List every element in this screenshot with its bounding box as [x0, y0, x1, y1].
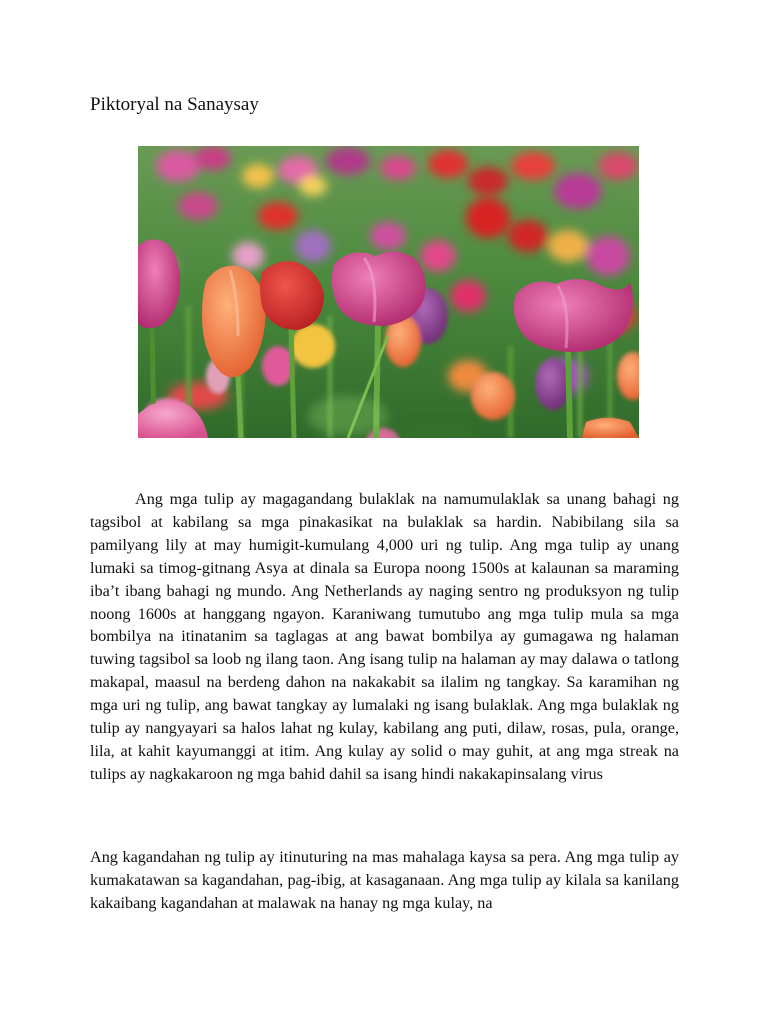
tulip-field-image — [138, 146, 639, 438]
body-paragraph-2: Ang kagandahan ng tulip ay itinuturing na mas mahalaga kaysa sa pera. Ang mga tulip ay kumakatawan sa kagandahan, pag-ibig, at kasaganaan. Ang mga tulip ay kilala sa kanilang kakaibang kagandahan at malawak na hanay ng mga kulay, na — [90, 848, 679, 912]
document-title: Piktoryal na Sanaysay — [90, 94, 259, 115]
tulip-field-photo — [138, 146, 639, 438]
body-paragraph-1: Ang mga tulip ay magagandang bulaklak na namumulaklak sa unang bahagi ng tagsibol at kabilang sa mga pinakasikat na bulaklak sa hardin. Nabibilang sila sa pamilyang lily at may humigit-kumulang 4,000 uri ng tulip. Ang mga tulip ay unang lumaki sa timog-gitnang Asya at dinala sa Europa noong 1500s at kalaunan sa maraming iba’t ibang bahagi ng mundo. Ang Netherlands ay naging sentro ng produksyon ng tulip noong 1600s at hanggang ngayon. Karaniwang tumutubo ang mga tulip mula sa mga bombilya na itinatanim sa taglagas at ang bawat bombilya ay gumagawa ng halaman tuwing tagsibol sa loob ng ilang taon. Ang isang tulip na halaman ay may dalawa o tatlong makapal, maasul na berdeng dahon na nakakabit sa ilalim ng tangkay. Sa karamihan ng mga uri ng tulip, ang bawat tangkay ay lumalaki ng isang bulaklak. Ang mga bulaklak ng tulip ay nangyayari sa halos lahat ng kulay, kabilang ang puti, dilaw, rosas, pula, orange, lila, at kahit kayumanggi at itim. Ang kulay ay solid o may guhit, at ang mga streak na tulips ay nagkakaroon ng mga bahid dahil sa isang hindi nakakapinsalang virus — [90, 490, 679, 783]
